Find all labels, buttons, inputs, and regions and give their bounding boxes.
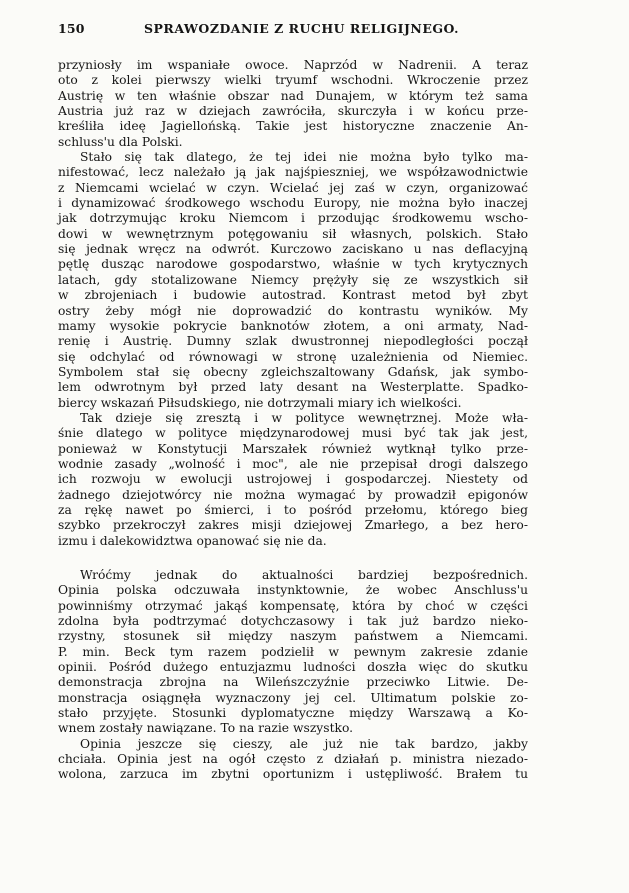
- text-line: Austria już raz w dziejach zawróciła, skurczyła i w końcu prze-: [58, 104, 528, 119]
- text-line: izmu i dalekowidztwa opanować się nie da.: [58, 533, 327, 548]
- text-line: za rękę nawet po śmierci, i to pośród przełomu, którego bieg: [58, 502, 528, 517]
- text-line: demonstracja zbrojna na Wileńszczyźnie przeciwko Litwie. De-: [58, 675, 528, 690]
- page-number: 150: [58, 21, 85, 36]
- paragraph: [58, 737, 528, 783]
- text-line: wolona, zarzuca im zbytni oportunizm i ustępliwość. Brałem tu: [58, 767, 528, 782]
- text-line: dowi w wewnętrznym potęgowaniu sił własnych, polskich. Stało: [58, 226, 528, 241]
- text-line: renię i Austrię. Dumny szlak dwustronnej niepodległości począł: [58, 334, 528, 349]
- text-line: monstracja osiągnęła wyznaczony jej cel. Ultimatum polskie zo-: [58, 690, 528, 705]
- text-line: ostry żeby mógł nie doprowadzić do kontrastu wyników. My: [58, 303, 528, 318]
- text-line: Austrię w ten właśnie obszar nad Dunajem, w którym też sama: [58, 88, 528, 103]
- running-title: SPRAWOZDANIE Z RUCHU RELIGIJNEGO.: [144, 21, 460, 36]
- text-line: mamy wysokie pokrycie banknotów złotem, a oni armaty, Nad-: [58, 318, 528, 333]
- text-line: żadnego dziejotwórcy nie można wymagać by prowadził epigonów: [58, 487, 528, 502]
- text-line: Stało się tak dlatego, że tej idei nie można było tylko ma-: [80, 150, 528, 165]
- text-line: śnie dlatego w polityce międzynarodowej musi być tak jak jest,: [58, 426, 528, 441]
- text-line: stało przyjęte. Stosunki dyplomatyczne między Warszawą a Ko-: [58, 706, 528, 721]
- text-line: Opinia polska odczuwała instynktownie, że wobec Anschluss'u: [58, 583, 528, 598]
- text-line: lem odwrotnym był przed laty desant na Westerplatte. Spadko-: [58, 380, 528, 395]
- text-line: się jednak wręcz na odwrót. Kurczowo zaciskano u nas deflacyjną: [58, 242, 528, 257]
- text-line: kreśliła ideę Jagiellońską. Takie jest historyczne znaczenie An-: [58, 119, 528, 134]
- text-line: opinii. Pośród dużego entuzjazmu ludności doszła więc do skutku: [58, 660, 528, 675]
- text-line: biercy wskazań Piłsudskiego, nie dotrzymali miary ich wielkości.: [58, 395, 462, 410]
- text-line: schluss'u dla Polski.: [58, 134, 183, 149]
- text-line: się odchylać od równowagi w stronę uzależnienia od Niemiec.: [58, 349, 528, 364]
- text-line: chciała. Opinia jest na ogół często z działań p. ministra niezado-: [58, 752, 528, 767]
- text-line: w zbrojeniach i budowie autostrad. Kontrast metod był zbyt: [58, 288, 528, 303]
- text-line: latach, gdy stotalizowane Niemcy prężyły się ze wszystkich sił: [58, 272, 528, 287]
- text-line: Wróćmy jednak do aktualności bardziej bezpośrednich.: [80, 568, 528, 582]
- text-line: powinniśmy otrzymać jakąś kompensatę, która by choć w części: [58, 598, 528, 613]
- text-line: pętlę dusząc narodowe gospodarstwo, właśnie w tych krytycznych: [58, 257, 528, 272]
- section-gap: [58, 549, 528, 568]
- text-line: Tak dzieje się zresztą i w polityce wewnętrznej. Może wła-: [80, 410, 528, 425]
- paragraph: [58, 568, 528, 737]
- text-line: nifestować, lecz należało ją jak najśpieszniej, we współzawodnictwie: [58, 165, 528, 180]
- text-line: jak dotrzymując kroku Niemcom i przodując środkowemu wscho-: [58, 211, 528, 226]
- page-header: [58, 20, 528, 38]
- text-line: i dynamizować środkowego wschodu Europy, nie można było inaczej: [58, 196, 528, 211]
- paragraph: [58, 58, 528, 150]
- paragraph: [58, 411, 528, 549]
- paragraph: [58, 150, 528, 411]
- text-line: z Niemcami wcielać w czyn. Wcielać jej zaś w czyn, organizować: [58, 180, 528, 195]
- text-line: P. min. Beck tym razem podzielił w pewnym zakresie zdanie: [58, 644, 528, 659]
- text-line: szybko przekroczył zakres misji dziejowej Zmarłego, a bez hero-: [58, 518, 528, 533]
- text-line: ich rozwoju w ewolucji ustrojowej i gospodarczej. Niestety od: [58, 472, 528, 487]
- body-text: [58, 58, 528, 783]
- text-line: wodnie zasady „wolność i moc", ale nie przepisał drogi dalszego: [58, 456, 528, 471]
- text-line: wnem zostały nawiązane. To na razie wszystko.: [58, 721, 354, 736]
- text-line: Opinia jeszcze się cieszy, ale już nie tak bardzo, jakby: [80, 736, 528, 751]
- text-line: ponieważ w Konstytucji Marszałek również wytknął tylko prze-: [58, 441, 528, 456]
- text-line: Symbolem stał się obecny zgleichszaltowany Gdańsk, jak symbo-: [58, 364, 528, 379]
- text-line: przyniosły im wspaniałe owoce. Naprzód w Nadrenii. A teraz: [58, 58, 528, 72]
- text-line: zdolna była podtrzymać dotychczasowy i tak już bardzo nieko-: [58, 614, 528, 629]
- text-line: oto z kolei pierwszy wielki tryumf wschodni. Wkroczenie przez: [58, 73, 528, 88]
- text-line: rzystny, stosunek sił między naszym państwem a Niemcami.: [58, 629, 528, 644]
